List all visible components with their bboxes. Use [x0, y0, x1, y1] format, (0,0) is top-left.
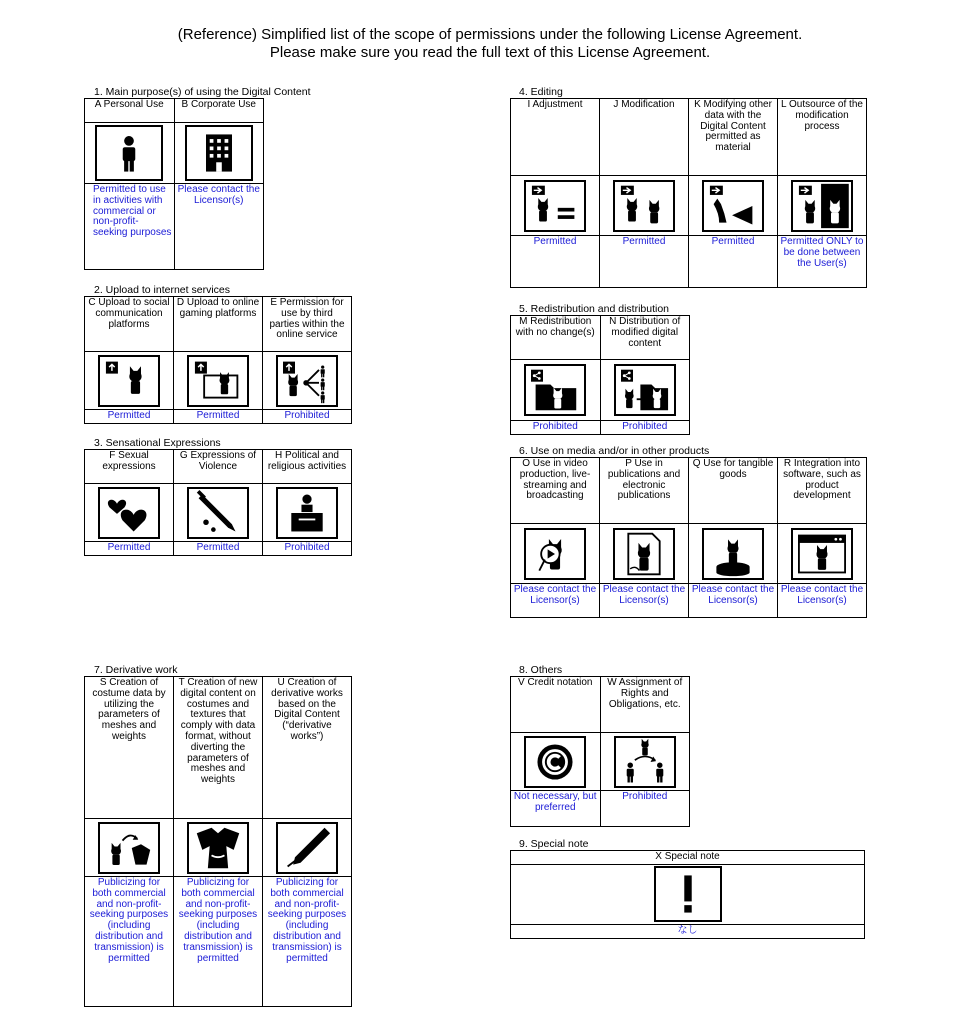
publication-icon — [613, 528, 675, 580]
item-q-status: Please contact the Licensor(s) — [689, 584, 778, 618]
section-6-title: 6. Use on media and/or in other products — [519, 445, 710, 457]
item-a-label: A Personal Use — [85, 99, 175, 123]
item-h-label: H Political and religious activities — [263, 450, 352, 484]
item-e-status: Prohibited — [263, 410, 352, 424]
item-i-status: Permitted — [511, 236, 600, 288]
item-c-label: C Upload to social communication platforms — [85, 297, 174, 352]
hearts-icon — [98, 487, 160, 539]
item-h-status: Prohibited — [263, 542, 352, 556]
item-w-status: Prohibited — [600, 791, 690, 827]
video-icon — [524, 528, 586, 580]
item-m-status: Prohibited — [511, 421, 601, 435]
section-9-table — [510, 850, 865, 939]
costume-data-icon — [98, 822, 160, 874]
item-u-label: U Creation of derivative works based on the Digital Content (“derivative works”) — [263, 677, 352, 819]
new-costume-icon — [187, 822, 249, 874]
item-s-status: Publicizing for both commercial and non-profit-seeking purposes (including distribution and transmission) is permitted — [85, 877, 174, 1007]
knife-icon — [187, 487, 249, 539]
item-v-status: Not necessary, but preferred — [511, 791, 601, 827]
item-j-status: Permitted — [600, 236, 689, 288]
header-line-1: (Reference) Simplified list of the scope of permissions under the following License Agreement. — [177, 26, 803, 43]
section-1-table — [84, 98, 264, 270]
item-f-status: Permitted — [85, 542, 174, 556]
item-i-label: I Adjustment — [511, 99, 600, 176]
item-w-label: W Assignment of Rights and Obligations, etc. — [600, 677, 690, 733]
person-icon — [95, 125, 163, 181]
section-1-title: 1. Main purpose(s) of using the Digital Content — [94, 86, 311, 98]
section-4-table — [510, 98, 867, 288]
item-f-label: F Sexual expressions — [85, 450, 174, 484]
distribution-modified-icon — [614, 364, 676, 416]
item-k-label: K Modifying other data with the Digital Content permitted as material — [689, 99, 778, 176]
item-e-label: E Permission for use by third parties within the online service — [263, 297, 352, 352]
item-t-label: T Creation of new digital content on costumes and textures that comply with data format, without diverting the parameters of meshes and weights — [174, 677, 263, 819]
section-6-table — [510, 457, 867, 618]
item-r-label: R Integration into software, such as product development — [778, 458, 867, 524]
section-5-title: 5. Redistribution and distribution — [519, 303, 670, 315]
section-3-title: 3. Sensational Expressions — [94, 437, 221, 449]
redistribution-icon — [524, 364, 586, 416]
section-2-table — [84, 296, 352, 424]
item-a-status: Permitted to use in activities with commercial or non-profit-seeking purposes — [85, 184, 175, 270]
item-d-status: Permitted — [174, 410, 263, 424]
figure-goods-icon — [702, 528, 764, 580]
section-8-title: 8. Others — [519, 664, 563, 676]
item-l-status: Permitted ONLY to be done between the User(s) — [778, 236, 867, 288]
item-o-status: Please contact the Licensor(s) — [511, 584, 600, 618]
gaming-upload-icon — [187, 355, 249, 407]
share-third-party-icon — [276, 355, 338, 407]
item-p-label: P Use in publications and electronic publications — [600, 458, 689, 524]
section-8-table — [510, 676, 690, 827]
item-o-label: O Use in video production, live-streaming and broadcasting — [511, 458, 600, 524]
item-d-label: D Upload to online gaming platforms — [174, 297, 263, 352]
item-p-status: Please contact the Licensor(s) — [600, 584, 689, 618]
item-g-status: Permitted — [174, 542, 263, 556]
software-icon — [791, 528, 853, 580]
section-2-title: 2. Upload to internet services — [94, 284, 230, 296]
copyright-icon — [524, 736, 586, 788]
item-v-label: V Credit notation — [511, 677, 601, 733]
item-s-label: S Creation of costume data by utilizing the parameters of meshes and weights — [85, 677, 174, 819]
item-x-label: X Special note — [511, 851, 865, 865]
section-5-table — [510, 315, 690, 435]
adjustment-icon — [524, 180, 586, 232]
outsource-icon — [791, 180, 853, 232]
exclamation-icon — [654, 866, 722, 922]
section-7-table — [84, 676, 352, 1007]
item-n-label: N Distribution of modified digital content — [600, 316, 690, 360]
podium-icon — [276, 487, 338, 539]
item-t-status: Publicizing for both commercial and non-profit-seeking purposes (including distribution and transmission) is permitted — [174, 877, 263, 1007]
section-4-title: 4. Editing — [519, 86, 563, 98]
section-9-title: 9. Special note — [519, 838, 589, 850]
section-3-table — [84, 449, 352, 556]
pen-icon — [276, 822, 338, 874]
item-x-status: なし — [511, 924, 865, 938]
item-u-status: Publicizing for both commercial and non-profit-seeking purposes (including distribution and transmission) is permitted — [263, 877, 352, 1007]
section-7-title: 7. Derivative work — [94, 664, 178, 676]
item-b-label: B Corporate Use — [174, 99, 264, 123]
social-upload-icon — [98, 355, 160, 407]
item-c-status: Permitted — [85, 410, 174, 424]
item-g-label: G Expressions of Violence — [174, 450, 263, 484]
building-icon — [185, 125, 253, 181]
item-j-label: J Modification — [600, 99, 689, 176]
modify-other-data-icon — [702, 180, 764, 232]
modification-icon — [613, 180, 675, 232]
item-n-status: Prohibited — [600, 421, 690, 435]
item-b-status: Please contact the Licensor(s) — [174, 184, 264, 270]
assignment-icon — [614, 736, 676, 788]
item-l-label: L Outsource of the modification process — [778, 99, 867, 176]
item-m-label: M Redistribution with no change(s) — [511, 316, 601, 360]
item-r-status: Please contact the Licensor(s) — [778, 584, 867, 618]
header-line-2: Please make sure you read the full text of this License Agreement. — [269, 44, 711, 61]
item-k-status: Permitted — [689, 236, 778, 288]
item-q-label: Q Use for tangible goods — [689, 458, 778, 524]
